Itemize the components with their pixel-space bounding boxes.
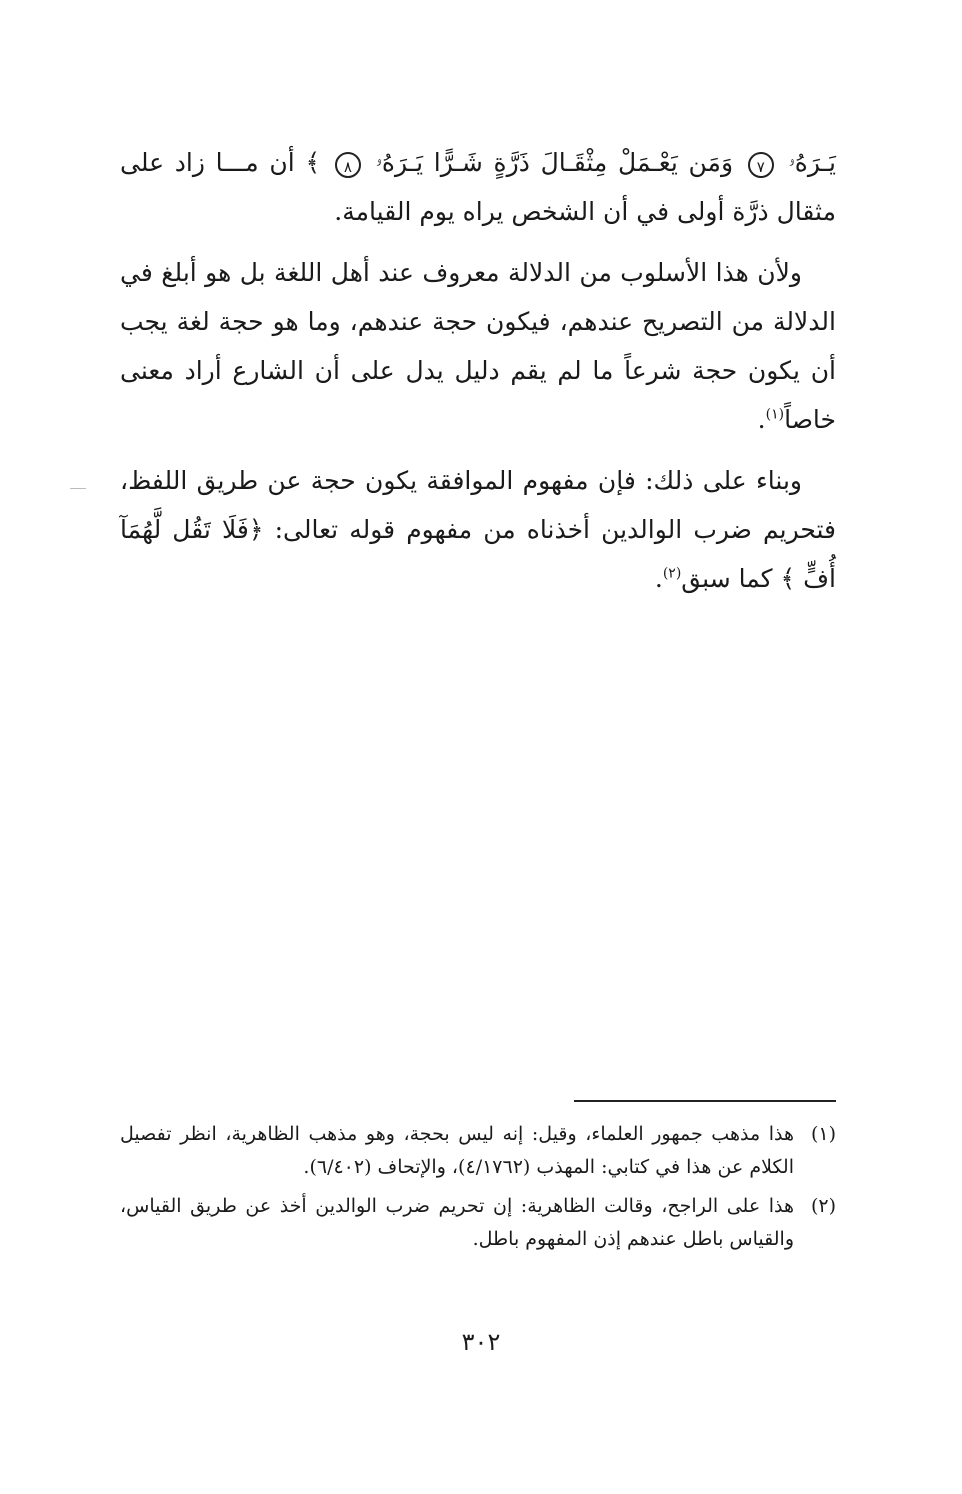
verse-closing-bracket: ﴾ (780, 564, 796, 593)
footnote-item (120, 1190, 836, 1256)
footnote-reference[interactable]: (١) (765, 406, 785, 423)
footnote-reference[interactable]: (٢) (662, 565, 682, 582)
footnote-text: هذا على الراجح، وقالت الظاهرية: إن تحريم ضرب الوالدين أخذ عن طريق القياس، والقياس باطل عندهم إذن المفهوم باطل. (120, 1195, 794, 1250)
paragraph-end: . (757, 405, 766, 434)
page-number: ٣٠٢ (461, 1328, 501, 1356)
footnote-divider (574, 1100, 836, 1102)
quran-verse-fragment: يَـرَهُۥ (788, 148, 836, 177)
margin-mark (70, 488, 86, 489)
paragraph-text: وبناء على ذلك: فإن مفهوم الموافقة يكون حجة عن طريق اللفظ، فتحريم ضرب الوالدين أخذناه من مفهوم قوله تعالى: (120, 466, 836, 544)
ayah-number-marker: ٧ (748, 152, 774, 178)
ayah-number-marker: ٨ (335, 152, 361, 178)
paragraph-text: أن مـــا زاد على مثقال ذرَّة أولى في أن الشخص يراه يوم القيامة. (120, 148, 836, 226)
footnote-item (120, 1118, 836, 1184)
footnote-text: هذا مذهب جمهور العلماء، وقيل: إنه ليس بحجة، وهو مذهب الظاهرية، انظر تفصيل الكلام عن هذا في كتابي: المهذب (٤/١٧٦٢)، والإتحاف (٦/٤٠٢). (120, 1123, 794, 1178)
paragraph-3 (120, 456, 836, 603)
paragraph-end: . (654, 564, 663, 593)
footnote-number: (٢) (810, 1195, 836, 1217)
footnotes-section (120, 1118, 836, 1262)
paragraph-text: ولأن هذا الأسلوب من الدلالة معروف عند أهل اللغة بل هو أبلغ في الدلالة من التصريح عندهم، فيكون حجة عندهم، وما هو حجة لغة يجب أن يكون حجة شرعاً ما لم يقم دليل يدل على أن الشارع أراد معنى خاصاً (120, 258, 836, 434)
verse-opening-bracket: ﴿ (248, 515, 264, 544)
quran-verse: وَمَن يَعْـمَلْ مِثْقَـالَ ذَرَّةٍ شَـرًّا يَـرَهُۥ (375, 148, 734, 177)
paragraph-2 (120, 248, 836, 444)
main-text (120, 138, 836, 615)
footnote-number: (١) (810, 1123, 836, 1145)
paragraph-1 (120, 138, 836, 236)
quran-verse: فَلَا تَقُل لَّهُمَآ أُفٍّ (120, 515, 836, 593)
paragraph-tail: كما سبق (681, 564, 773, 593)
verse-closing-bracket: ﴾ (305, 148, 321, 177)
